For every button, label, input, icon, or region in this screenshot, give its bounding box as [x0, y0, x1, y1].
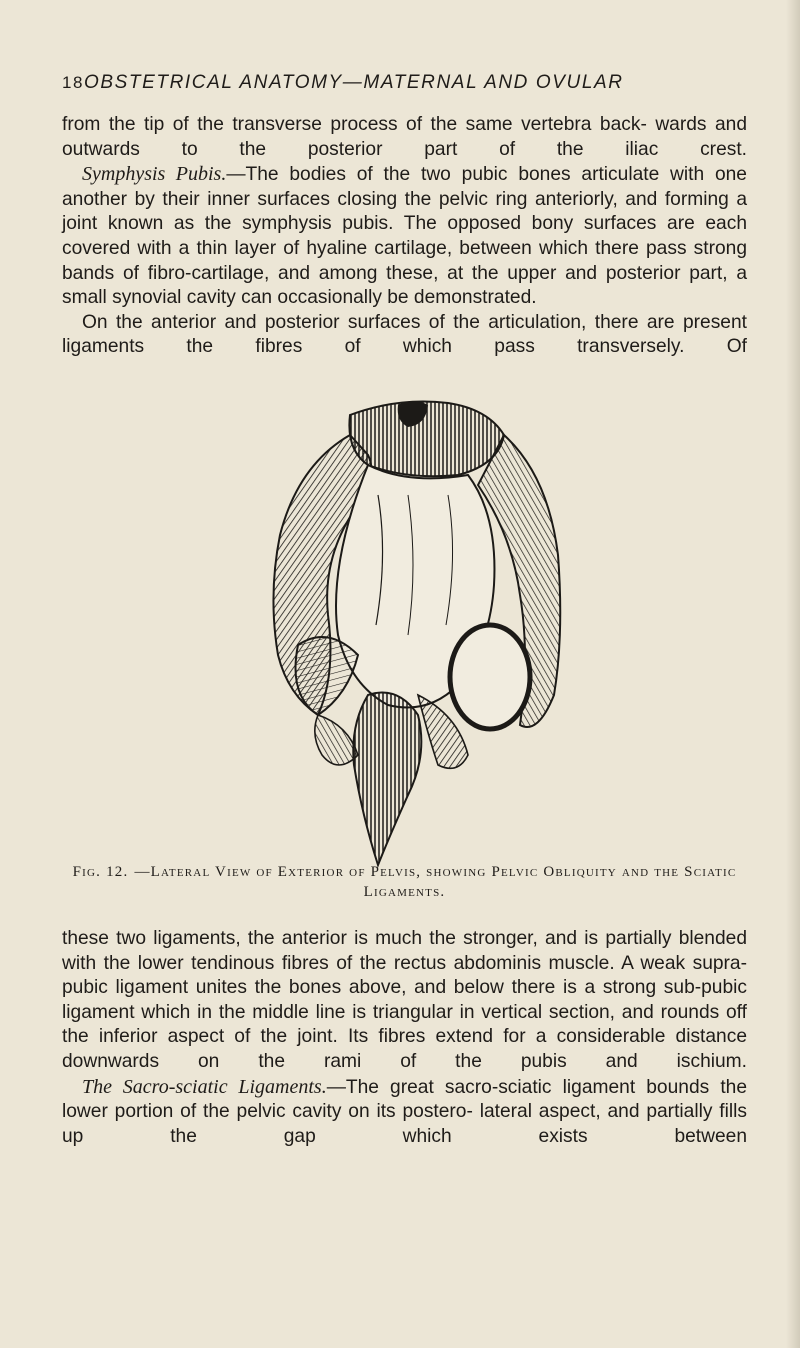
figure-caption — [62, 862, 747, 902]
pelvis-illustration — [258, 395, 568, 885]
paragraph-text: —The bodies of the two pubic bones articulate with one another by their inner surfaces closing the pelvic ring anteriorly, and forming a joint known as the symphysis pubis. The opposed bony surfaces are each covered with a thin layer of hyaline cartilage, between which there pass strong bands of fibro-cartilage, and among these, at the upper and posterior part, a small synovial cavity can occasionally be demonstrated. — [62, 164, 747, 309]
paragraph — [62, 113, 747, 162]
paragraph — [62, 1075, 747, 1150]
figure-caption-text: —Lateral View of Exterior of Pelvis, showing Pelvic Obliquity and the Sciatic Ligaments. — [134, 864, 737, 900]
paragraph — [62, 311, 747, 360]
paragraph-text: from the tip of the transverse process of the same vertebra back- wards and outwards to the posterior part of the iliac crest. — [62, 114, 747, 160]
paragraph-text: these two ligaments, the anterior is much the stronger, and is partially blended with the lower tendinous fibres of the rectus abdominis muscle. A weak supra-pubic ligament unites the bones above, and below there is a strong sub-pubic ligament which in the middle line is triangular in vertical section, and rounds off the inferior aspect of the joint. Its fibres extend for a considerable distance downwards on the rami of the pubis and ischium. — [62, 928, 747, 1072]
running-title: OBSTETRICAL ANATOMY—MATERNAL AND OVULAR — [84, 72, 624, 93]
paragraph-text: —The great sacro-sciatic ligament bounds the lower portion of the pelvic cavity on its postero- lateral aspect, and partially fills up the gap which exists between — [62, 1076, 747, 1147]
paragraph — [62, 162, 747, 311]
body-text-bottom — [62, 927, 747, 1149]
sacrum-top — [349, 402, 504, 477]
section-heading: The Sacro-sciatic Ligaments. — [82, 1075, 327, 1098]
section-heading: Symphysis Pubis. — [82, 163, 227, 186]
sciatic-ligament — [353, 693, 421, 866]
obturator-foramen — [450, 625, 530, 729]
paragraph — [62, 927, 747, 1075]
page-edge-shadow — [786, 0, 800, 1348]
paragraph-text: On the anterior and posterior surfaces of the articulation, there are present ligaments the fibres of which pass transversely. Of — [62, 311, 747, 358]
figure-label: Fig. 12. — [72, 864, 129, 880]
body-text-top — [62, 113, 747, 360]
page-number: 18 — [62, 73, 85, 92]
running-header — [62, 72, 742, 100]
